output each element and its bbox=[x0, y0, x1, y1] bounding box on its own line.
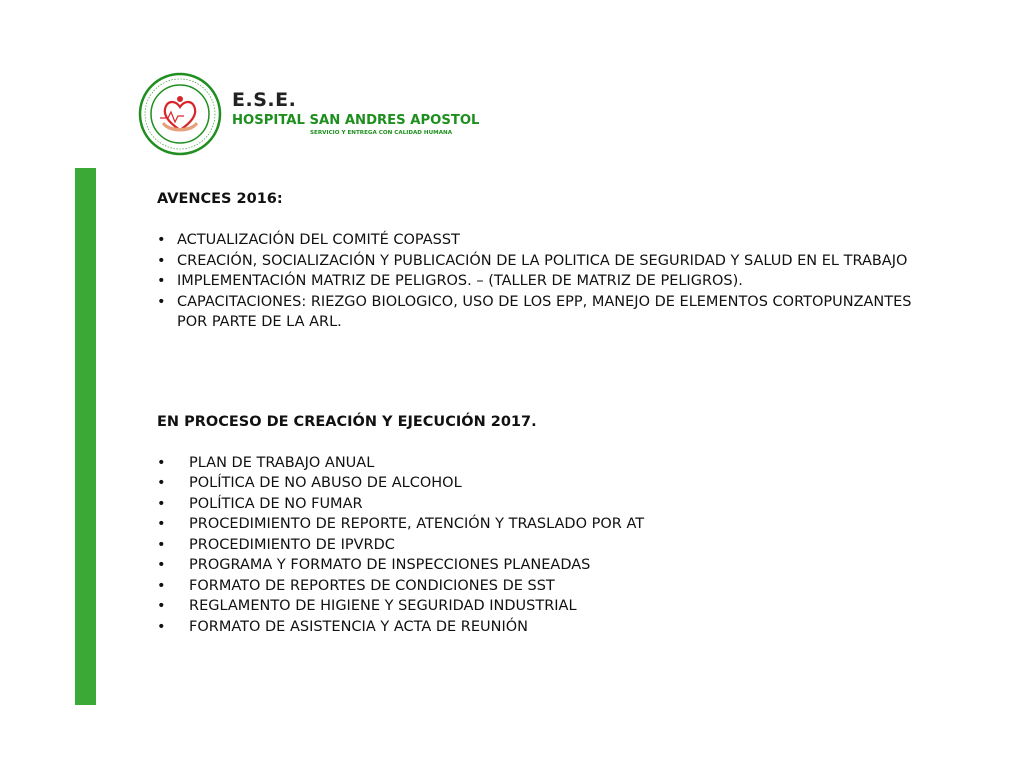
logo-tagline: SERVICIO Y ENTREGA CON CALIDAD HUMANA bbox=[310, 130, 453, 136]
list-item: • FORMATO DE ASISTENCIA Y ACTA DE REUNIÓN bbox=[157, 617, 917, 638]
progress-2016-list bbox=[157, 230, 917, 333]
list-item: • PROGRAMA Y FORMATO DE INSPECCIONES PLANEADAS bbox=[157, 555, 917, 576]
list-item: • PLAN DE TRABAJO ANUAL bbox=[157, 453, 917, 474]
list-item: • PROCEDIMIENTO DE REPORTE, ATENCIÓN Y TRASLADO POR AT bbox=[157, 514, 917, 535]
green-accent-bar bbox=[75, 168, 96, 705]
list-item: • PROCEDIMIENTO DE IPVRDC bbox=[157, 535, 917, 556]
section-heading-2016: AVENCES 2016: bbox=[157, 191, 283, 207]
list-item: • CREACIÓN, SOCIALIZACIÓN Y PUBLICACIÓN DE LA POLITICA DE SEGURIDAD Y SALUD EN EL TRABAJO bbox=[157, 251, 917, 272]
list-item: • ACTUALIZACIÓN DEL COMITÉ COPASST bbox=[157, 230, 917, 251]
list-item: • REGLAMENTO DE HIGIENE Y SEGURIDAD INDUSTRIAL bbox=[157, 596, 917, 617]
logo-title: E.S.E. bbox=[232, 89, 297, 111]
hospital-seal-icon bbox=[138, 72, 222, 156]
list-item: • CAPACITACIONES: RIEZGO BIOLOGICO, USO DE LOS EPP, MANEJO DE ELEMENTOS CORTOPUNZANTES POR PARTE DE LA ARL. bbox=[157, 292, 917, 333]
list-item: • POLÍTICA DE NO FUMAR bbox=[157, 494, 917, 515]
logo-hospital-name: HOSPITAL SAN ANDRES APOSTOL bbox=[232, 113, 480, 128]
list-item: • IMPLEMENTACIÓN MATRIZ DE PELIGROS. – (TALLER DE MATRIZ DE PELIGROS). bbox=[157, 271, 917, 292]
section-spacer bbox=[157, 333, 917, 411]
hospital-logo bbox=[138, 72, 478, 156]
in-process-2017-list bbox=[157, 453, 917, 638]
slide-content bbox=[157, 188, 917, 637]
list-item: • POLÍTICA DE NO ABUSO DE ALCOHOL bbox=[157, 473, 917, 494]
section-heading-2017: EN PROCESO DE CREACIÓN Y EJECUCIÓN 2017. bbox=[157, 413, 537, 430]
list-item: • FORMATO DE REPORTES DE CONDICIONES DE SST bbox=[157, 576, 917, 597]
